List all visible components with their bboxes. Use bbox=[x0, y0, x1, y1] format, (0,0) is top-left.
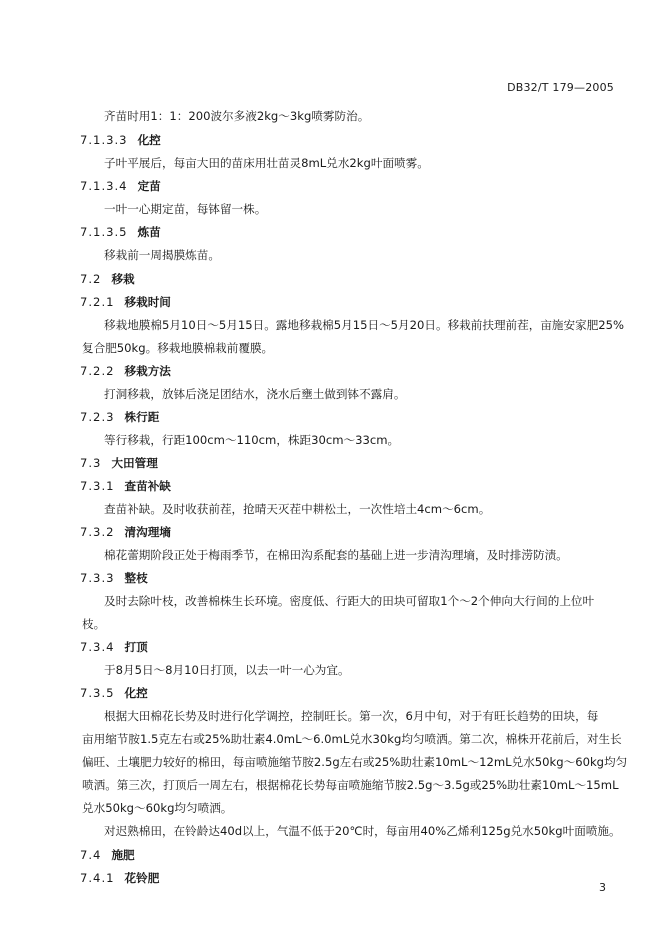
section-heading-7-3-4 bbox=[80, 639, 148, 655]
paragraph-continuation: 喷洒。第三次，打顶后一周左右，根据棉花长势每亩喷施缩节胺2.5g～3.5g或25%助壮素10mL～15mL bbox=[82, 778, 619, 792]
section-heading-7-2-2 bbox=[80, 363, 171, 379]
section-number: 7.4 bbox=[80, 848, 102, 862]
section-number: 7.3.4 bbox=[80, 640, 115, 654]
section-number: 7.2.1 bbox=[80, 295, 115, 309]
section-number: 7.1.3.4 bbox=[80, 179, 128, 193]
paragraph: 根据大田棉花长势及时进行化学调控，控制旺长。第一次，6月中旬，对于有旺长趋势的田块，每 bbox=[104, 709, 599, 723]
section-number: 7.3.5 bbox=[80, 686, 115, 700]
section-title: 炼苗 bbox=[137, 225, 161, 239]
section-title: 查苗补缺 bbox=[124, 479, 171, 493]
section-title: 化控 bbox=[124, 686, 148, 700]
paragraph: 子叶平展后，每亩大田的苗床用壮苗灵8mL兑水2kg叶面喷雾。 bbox=[104, 156, 429, 170]
paragraph-continuation: 枝。 bbox=[82, 617, 106, 631]
section-number: 7.3.1 bbox=[80, 479, 115, 493]
section-title: 花铃肥 bbox=[124, 871, 160, 885]
section-heading-7-1-3-4 bbox=[80, 178, 161, 194]
section-title: 定苗 bbox=[137, 179, 161, 193]
paragraph: 查苗补缺。及时收获前茬，抢晴天灭茬中耕松土，一次性培土4cm～6cm。 bbox=[104, 502, 491, 516]
section-title: 移栽时间 bbox=[124, 295, 171, 309]
paragraph-continuation: 复合肥50kg。移栽地膜棉栽前覆膜。 bbox=[82, 341, 274, 355]
section-number: 7.3.3 bbox=[80, 571, 115, 585]
section-heading-7-1-3-5 bbox=[80, 224, 161, 240]
section-number: 7.2.3 bbox=[80, 410, 115, 424]
paragraph: 一叶一心期定苗，每钵留一株。 bbox=[104, 202, 267, 216]
section-number: 7.2.2 bbox=[80, 364, 115, 378]
paragraph: 对迟熟棉田，在铃龄达40d以上，气温不低于20℃时，每亩用40%乙烯利125g兑水50kg叶面喷施。 bbox=[104, 824, 621, 838]
section-title: 大田管理 bbox=[111, 456, 158, 470]
section-number: 7.1.3.3 bbox=[80, 133, 128, 147]
paragraph: 打洞移栽，放钵后浇足团结水，浇水后壅土做到钵不露肩。 bbox=[104, 387, 406, 401]
section-heading-7-1-3-3 bbox=[80, 132, 161, 148]
section-heading-7-3-1 bbox=[80, 478, 171, 494]
section-title: 移栽 bbox=[111, 272, 135, 286]
section-heading-7-2 bbox=[80, 271, 135, 287]
standard-code-header: DB32/T 179—2005 bbox=[507, 81, 614, 94]
section-number: 7.1.3.5 bbox=[80, 225, 128, 239]
page-number: 3 bbox=[599, 881, 606, 894]
section-heading-7-2-1 bbox=[80, 294, 171, 310]
paragraph-continuation: 亩用缩节胺1.5克左右或25%助壮素4.0mL～6.0mL兑水30kg均匀喷洒。第二次，棉株开花前后，对生长 bbox=[82, 732, 622, 746]
section-title: 清沟理墒 bbox=[124, 525, 171, 539]
paragraph: 移栽前一周揭膜炼苗。 bbox=[104, 248, 220, 262]
paragraph: 齐苗时用1：1：200波尔多液2kg～3kg喷雾防治。 bbox=[104, 109, 370, 123]
section-heading-7-3 bbox=[80, 455, 158, 471]
section-title: 整枝 bbox=[124, 571, 148, 585]
section-title: 化控 bbox=[137, 133, 161, 147]
section-number: 7.3.2 bbox=[80, 525, 115, 539]
section-heading-7-4-1 bbox=[80, 870, 159, 886]
paragraph: 及时去除叶枝，改善棉株生长环境。密度低、行距大的田块可留取1个～2个伸向大行间的上位叶 bbox=[104, 594, 595, 608]
section-title: 移栽方法 bbox=[124, 364, 171, 378]
section-heading-7-3-3 bbox=[80, 570, 148, 586]
section-heading-7-3-5 bbox=[80, 685, 148, 701]
section-title: 施肥 bbox=[111, 848, 135, 862]
paragraph: 棉花蕾期阶段正处于梅雨季节，在棉田沟系配套的基础上进一步清沟理墒，及时排涝防渍。 bbox=[104, 548, 568, 562]
paragraph-continuation: 偏旺、土壤肥力较好的棉田，每亩喷施缩节胺2.5g左右或25%助壮素10mL～12mL兑水50kg～60kg均匀 bbox=[82, 755, 628, 769]
paragraph: 等行移栽，行距100cm～110cm，株距30cm～33cm。 bbox=[104, 433, 400, 447]
section-number: 7.3 bbox=[80, 456, 102, 470]
section-title: 打顶 bbox=[124, 640, 148, 654]
section-number: 7.4.1 bbox=[80, 871, 115, 885]
section-title: 株行距 bbox=[124, 410, 160, 424]
section-number: 7.2 bbox=[80, 272, 102, 286]
section-heading-7-4 bbox=[80, 847, 135, 863]
section-heading-7-3-2 bbox=[80, 524, 171, 540]
section-heading-7-2-3 bbox=[80, 409, 159, 425]
paragraph: 于8月5日～8月10日打顶，以去一叶一心为宜。 bbox=[104, 663, 350, 677]
paragraph-continuation: 兑水50kg～60kg均匀喷洒。 bbox=[82, 801, 233, 815]
paragraph: 移栽地膜棉5月10日～5月15日。露地移栽棉5月15日～5月20日。移栽前扶理前茬，亩施安家肥25% bbox=[104, 318, 625, 332]
